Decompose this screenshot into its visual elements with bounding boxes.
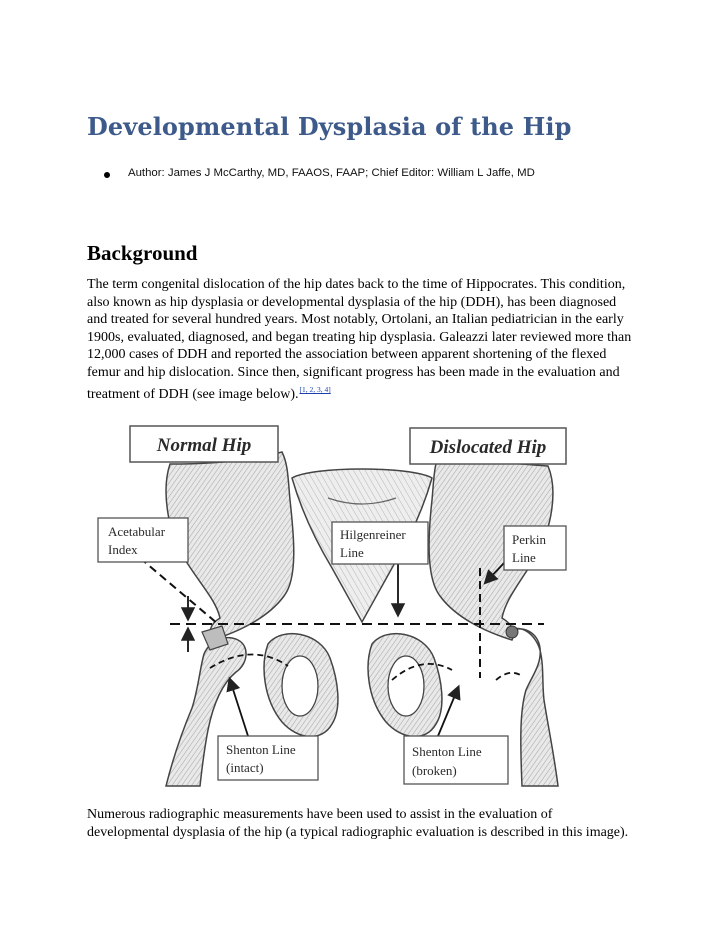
svg-text:Perkin: Perkin bbox=[512, 532, 546, 547]
svg-text:(broken): (broken) bbox=[412, 763, 457, 778]
paragraph-line: The term congenital dislocation of the hip dates back to the time of Hippocrates. This condition, bbox=[87, 277, 626, 292]
svg-text:Normal Hip: Normal Hip bbox=[156, 435, 252, 456]
paragraph-line: 1900s, evaluated, diagnosed, and began treating hip dysplasia. Galeazzi later reviewed more than bbox=[87, 329, 632, 345]
paragraph-line: also known as hip dysplasia or developmental dysplasia of the hip (DDH), has been diagnosed bbox=[87, 294, 617, 310]
svg-text:(intact): (intact) bbox=[226, 760, 264, 775]
svg-text:Index: Index bbox=[108, 542, 138, 557]
paragraph-line: femur and hip dislocation. Since then, significant progress has been made in the evaluation and bbox=[87, 364, 620, 380]
dislocated-hip-label bbox=[410, 428, 566, 464]
hip-diagram-figure bbox=[92, 418, 612, 788]
author-line: Author: James J McCarthy, MD, FAAOS, FAAP; Chief Editor: William L Jaffe, MD bbox=[128, 167, 535, 179]
paragraph-line-text: treatment of DDH (see image below). bbox=[87, 387, 299, 402]
citation-link[interactable]: [1, 2, 3, 4] bbox=[299, 385, 331, 394]
shenton-intact-label bbox=[218, 736, 318, 780]
hilgenreiner-line-label bbox=[332, 522, 428, 564]
normal-hip-label bbox=[130, 426, 278, 462]
page-title: Developmental Dysplasia of the Hip bbox=[87, 112, 572, 141]
svg-text:Line: Line bbox=[340, 545, 364, 560]
svg-text:Shenton Line: Shenton Line bbox=[412, 744, 482, 759]
shenton-broken-label bbox=[404, 736, 508, 784]
background-paragraph bbox=[87, 276, 667, 404]
right-femur-shape bbox=[508, 629, 558, 786]
caption-line: developmental dysplasia of the hip (a typical radiographic evaluation is described in this image). bbox=[87, 824, 629, 840]
paragraph-line: and treated for several hundred years. Most notably, Ortolani, an Italian pediatrician in the early bbox=[87, 312, 624, 327]
caption-line: Numerous radiographic measurements have been used to assist in the evaluation of bbox=[87, 807, 553, 822]
author-list-item bbox=[104, 167, 664, 183]
perkin-line-label bbox=[504, 526, 566, 570]
bullet-icon bbox=[104, 172, 110, 178]
section-heading: Background bbox=[87, 241, 198, 265]
paragraph-line: 12,000 cases of DDH and reported the association between apparent shortening of the flexed bbox=[87, 347, 607, 362]
svg-text:Hilgenreiner: Hilgenreiner bbox=[340, 527, 406, 542]
figure-caption bbox=[87, 806, 667, 841]
svg-text:Acetabular: Acetabular bbox=[108, 524, 166, 539]
svg-text:Shenton Line: Shenton Line bbox=[226, 742, 296, 757]
svg-text:Dislocated Hip: Dislocated Hip bbox=[429, 437, 547, 458]
paragraph-line-last bbox=[87, 381, 667, 404]
svg-text:Line: Line bbox=[512, 550, 536, 565]
acetabular-index-label bbox=[98, 518, 188, 562]
hip-diagram-illustration bbox=[92, 418, 612, 788]
